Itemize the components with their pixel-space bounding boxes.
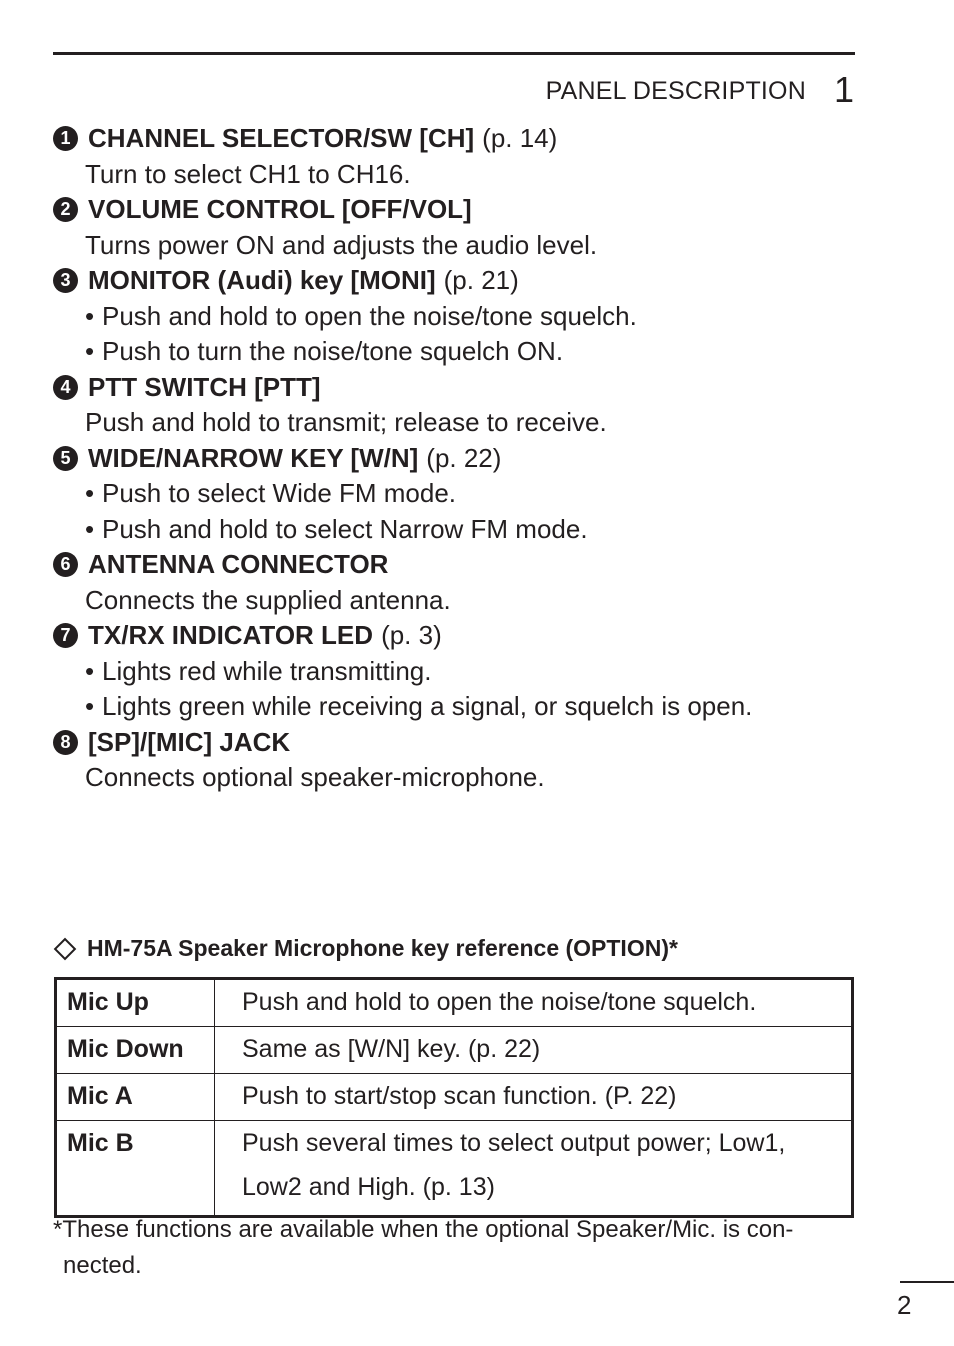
item-title: MONITOR (Audi) key [MONI] <box>88 265 436 296</box>
table-row <box>56 1027 853 1074</box>
bullet-dot: • <box>85 300 95 331</box>
item-heading <box>53 263 873 299</box>
item-title: WIDE/NARROW KEY [W/N] <box>88 442 419 473</box>
page-header <box>546 68 854 108</box>
item-number-badge: 2 <box>53 197 78 222</box>
bullet-text: Push and hold to open the noise/tone squelch. <box>102 300 637 331</box>
item-bullet <box>53 476 873 512</box>
mic-reference-heading <box>53 935 678 962</box>
item-bullet <box>53 654 873 690</box>
footnote-line: nected. <box>63 1252 142 1279</box>
item-page-ref: (p. 21) <box>443 265 519 296</box>
item-heading <box>53 618 873 654</box>
section-number: 1 <box>833 69 854 110</box>
item-number-badge: 3 <box>53 268 78 293</box>
item-number-badge: 4 <box>53 375 78 400</box>
description-cell <box>215 1121 853 1217</box>
item-bullet <box>53 299 873 335</box>
footer-rule <box>900 1281 954 1283</box>
page-number: 2 <box>897 1290 912 1320</box>
section-title: PANEL DESCRIPTION <box>545 77 806 105</box>
item-title: VOLUME CONTROL [OFF/VOL] <box>88 194 472 225</box>
key-cell: Mic A <box>56 1074 215 1121</box>
item-description: Connects the supplied antenna. <box>85 584 451 615</box>
item-page-ref: (p. 3) <box>381 620 442 651</box>
item-number-badge: 1 <box>53 126 78 151</box>
bullet-text: Lights green while receiving a signal, or squelch is open. <box>102 691 753 722</box>
description-cell: Same as [W/N] key. (p. 22) <box>215 1027 853 1074</box>
item-title: [SP]/[MIC] JACK <box>88 726 291 757</box>
bullet-text: Push to select Wide FM mode. <box>102 478 457 509</box>
item-bullet <box>53 334 873 370</box>
bullet-dot: • <box>85 513 95 544</box>
description-line: Push several times to select output power; Low1, <box>242 1129 786 1157</box>
bullet-dot: • <box>85 336 95 367</box>
item-page-ref: (p. 14) <box>482 123 558 154</box>
item-title: ANTENNA CONNECTOR <box>88 549 389 580</box>
table-row <box>56 1121 853 1217</box>
item-heading <box>53 370 873 406</box>
item-description: Connects optional speaker-microphone. <box>85 762 545 793</box>
item-number-badge: 5 <box>53 446 78 471</box>
key-cell: Mic Up <box>56 979 215 1027</box>
item-description: Push and hold to transmit; release to receive. <box>85 407 607 438</box>
footnote-line: *These functions are available when the optional Speaker/Mic. is con- <box>53 1216 794 1243</box>
footnote <box>53 1212 855 1284</box>
item-title: CHANNEL SELECTOR/SW [CH] <box>88 123 475 154</box>
key-cell: Mic Down <box>56 1027 215 1074</box>
item-heading <box>53 547 873 583</box>
bullet-text: Lights red while transmitting. <box>102 655 432 686</box>
item-number-badge: 6 <box>53 552 78 577</box>
table-row <box>56 1074 853 1121</box>
mic-key-table <box>54 977 854 1218</box>
item-heading <box>53 441 873 477</box>
bullet-dot: • <box>85 691 95 722</box>
description-line: Low2 and High. (p. 13) <box>242 1173 495 1201</box>
mic-reference-title: HM-75A Speaker Microphone key reference (OPTION)* <box>87 935 678 961</box>
item-title: TX/RX INDICATOR LED <box>88 620 374 651</box>
description-cell: Push to start/stop scan function. (P. 22) <box>215 1074 853 1121</box>
diamond-icon <box>54 937 77 960</box>
item-heading <box>53 192 873 228</box>
panel-description-list <box>53 121 873 796</box>
bullet-text: Push to turn the noise/tone squelch ON. <box>102 336 564 367</box>
item-description: Turns power ON and adjusts the audio level. <box>85 229 598 260</box>
item-number-badge: 7 <box>53 623 78 648</box>
item-description: Turn to select CH1 to CH16. <box>85 158 411 189</box>
key-cell: Mic B <box>56 1121 215 1217</box>
item-title: PTT SWITCH [PTT] <box>88 371 321 402</box>
item-page-ref: (p. 22) <box>426 442 502 473</box>
bullet-dot: • <box>85 478 95 509</box>
bullet-dot: • <box>85 655 95 686</box>
item-number-badge: 8 <box>53 730 78 755</box>
item-heading <box>53 121 873 157</box>
description-cell: Push and hold to open the noise/tone squelch. <box>215 979 853 1027</box>
bullet-text: Push and hold to select Narrow FM mode. <box>102 513 588 544</box>
table-row <box>56 979 853 1027</box>
item-bullet <box>53 689 873 725</box>
item-bullet <box>53 512 873 548</box>
top-rule <box>53 52 855 55</box>
item-heading <box>53 725 873 761</box>
